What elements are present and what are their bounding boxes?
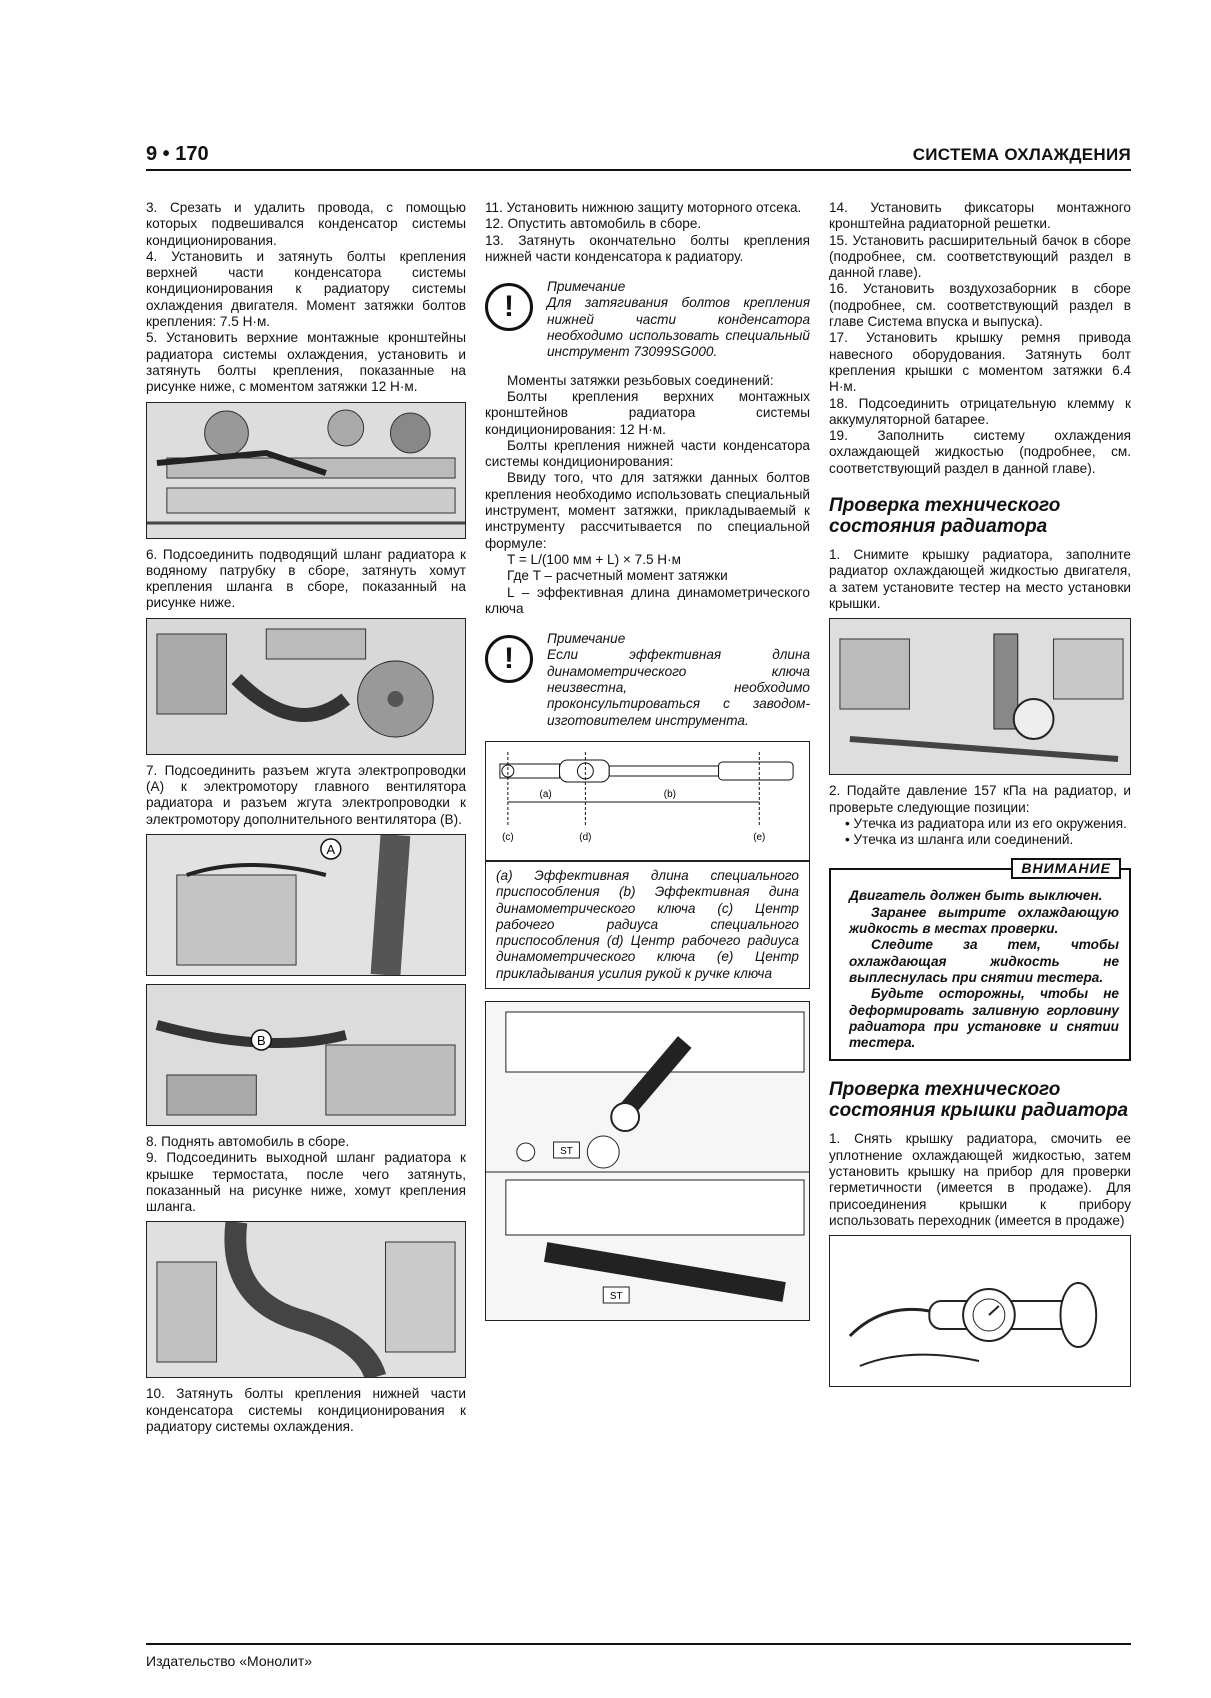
step-12: 12. Опустить автомобиль в сборе. [485,216,702,232]
torque-lower: Болты крепления нижней части конденсатора системы кондиционирования: [485,437,810,470]
note-text: Если эффективная длина динамометрического ключа неизвестна, необходимо проконсультироваться с заводом-изготовителем инструмента. [547,647,810,728]
note-title: Примечание [547,631,626,647]
engine-photo-1 [147,403,465,538]
step-16: 16. Установить воздухозаборник в сборе (подробнее, см. соответствующий раздел в главе Система впуска и выпуска). [829,281,1131,330]
label-d: (d) [579,831,592,843]
figure-radiator-brackets [146,402,466,539]
label-e: (e) [753,831,766,843]
torque-formula: T = L/(100 мм + L) × 7.5 Н·м [507,551,681,567]
engine-photo-3 [147,835,465,975]
radiator-step-1: 1. Снимите крышку радиатора, заполните радиатор охлаждающей жидкостью двигателя, а затем установите тестер на место установки крышки. [829,547,1131,611]
formula-where-t: Где T – расчетный момент затяжки [507,568,728,584]
label-b: (b) [663,788,676,800]
bullet-radiator-leak: • Утечка из радиатора или из его окружения. [845,815,1127,831]
engine-photo-4 [147,985,465,1125]
page-number: 9 • 170 [146,143,209,165]
figure-fan-connector-a [146,834,466,976]
info-icon: ! [485,283,533,331]
page-footer [146,1643,1131,1669]
bullet-hose-leak: • Утечка из шланга или соединений. [845,832,1074,848]
radiator-step-2: 2. Подайте давление 157 кПа на радиатор, и проверьте следующие позиции: [829,783,1131,815]
note-wrench-length [485,631,810,729]
torque-upper: Болты крепления верхних монтажных кронштейнов радиатора системы кондиционирования: 12 Н·м. [485,388,810,437]
step-5: 5. Установить верхние монтажные кронштейны радиатора системы охлаждения, установить и затянуть болты крепления, показанные на рисунке ниже, с моментом затяжки 12 Н·м. [146,330,466,395]
heading-radiator-check: Проверка технического состояния радиатора [829,495,1061,538]
heading-cap-check: Проверка технического состояния крышки радиатора [829,1079,1129,1122]
formula-where-l: L – эффективная длина динамометрического ключа [485,584,810,616]
label-c: (c) [502,831,514,843]
cap-tester-drawing [830,1236,1130,1386]
warning-1: Двигатель должен быть выключен. [849,888,1103,904]
warning-3: Следите за тем, чтобы охлаждающая жидкость не выплеснулась при снятии тестера. [849,937,1119,985]
warning-2: Заранее вытрите охлаждающую жидкость в местах проверки. [849,904,1119,937]
section-title: СИСТЕМА ОХЛАЖДЕНИЯ [912,145,1131,164]
step-7: 7. Подсоединить разъем жгута электропроводки (А) к электромотору главного вентилятора радиатора и разъем жгута электропроводки к электромотору дополнительного вентилятора (В). [146,762,466,827]
figure-cap-tester [829,1235,1131,1387]
figure-radiator-tester [829,618,1131,775]
warning-box [829,860,1131,1061]
column-3 [829,200,1131,1395]
step-15: 15. Установить расширительный бачок в сборе (подробнее, см. соответствующий раздел в данной главе). [829,232,1131,281]
step-18: 18. Подсоединить отрицательную клемму к аккумуляторной батарее. [829,395,1131,427]
label-a: A [326,841,336,857]
step-11: 11. Установить нижнюю защиту моторного отсека. [485,200,802,215]
step-9: 9. Подсоединить выходной шланг радиатора к крышке термостата, после чего затянуть, показанный на рисунке ниже, хомут крепления шланга. [146,1150,466,1215]
st-label-bottom: ST [609,1290,623,1302]
special-tool-drawing [486,1002,809,1320]
step-8: 8. Поднять автомобиль в сборе. [146,1133,350,1149]
cap-step-1: 1. Снять крышку радиатора, смочить ее уплотнение охлаждающей жидкостью, затем установить крышку на прибор для проверки герметичности (имеется в продаже). Для присоединения крышки к прибору использовать переходник (имеется в продаже) [829,1131,1131,1228]
wrench-diagram [485,741,810,861]
label-b: B [256,1032,266,1048]
step-13: 13. Затянуть окончательно болты крепления нижней части конденсатора к радиатору. [485,232,810,264]
column-1 [146,200,466,1435]
note-title: Примечание [547,279,626,295]
step-3: 3. Срезать и удалить провода, с помощью которых подвешивался конденсатор системы кондиционирования. [146,200,466,248]
step-17: 17. Установить крышку ремня привода навесного оборудования. Затянуть болт крепления крышки с моментом затяжки 6.4 Н·м. [829,330,1131,395]
step-19: 19. Заполнить систему охлаждения охлаждающей жидкостью (подробнее, см. соответствующий раздел в данной главе). [829,428,1131,476]
st-label-top: ST [560,1145,573,1157]
figure-outlet-hose [146,1221,466,1378]
note-special-tool [485,279,810,360]
torque-explanation: Ввиду того, что для затяжки данных болтов крепления необходимо использовать специальный инструмент, момент затяжки, прикладываемый к инструменту рассчитывается по специальной формуле: [485,470,810,551]
engine-photo-5 [147,1222,465,1377]
engine-photo-2 [147,619,465,754]
column-2 [485,200,810,1329]
warning-label: ВНИМАНИЕ [1011,858,1121,878]
figure-inlet-hose [146,618,466,755]
tester-photo [830,619,1130,774]
step-14: 14. Установить фиксаторы монтажного кронштейна радиаторной решетки. [829,200,1131,232]
figure-fan-connector-b [146,984,466,1126]
publisher: Издательство «Монолит» [146,1653,313,1669]
info-icon: ! [485,635,533,683]
label-a: (a) [539,788,552,800]
wrench-drawing [486,742,809,860]
step-10: 10. Затянуть болты крепления нижней части конденсатора системы кондиционирования к радиатору системы охлаждения. [146,1386,466,1435]
torque-intro: Моменты затяжки резьбовых соединений: [507,372,774,388]
warning-4: Будьте осторожны, чтобы не деформировать заливную горловину радиатора при установке и снятии тестера. [849,986,1119,1051]
page-header [146,143,1131,171]
note-text: Для затягивания болтов крепления нижней части конденсатора необходимо использовать специальный инструмент 73099SG000. [547,295,810,360]
wrench-caption: (a) Эффективная длина специального приспособления (b) Эффективная дина динамометрического ключа (c) Центр рабочего радиуса специального приспособления (d) Центр рабочего радиуса динамометрического ключа (e) Центр прикладывания усилия рукой к ручке ключа [485,861,810,989]
figure-special-tool [485,1001,810,1321]
step-4: 4. Установить и затянуть болты крепления верхней части конденсатора системы кондиционирования к радиатору системы охлаждения двигателя. Момент затяжки болтов крепления: 7.5 Н·м. [146,248,466,330]
step-6: 6. Подсоединить подводящий шланг радиатора к водяному патрубку в сборе, затянуть хомут крепления шланга в сборе, показанный на рисунке ниже. [146,546,466,611]
